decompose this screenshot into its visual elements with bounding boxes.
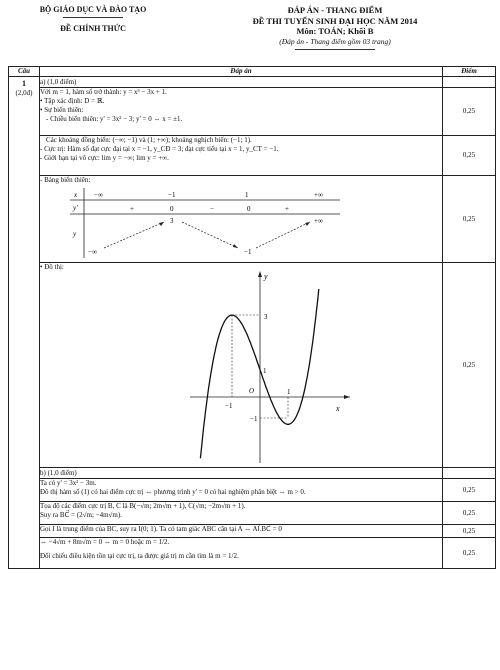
score-cell: 0,25 — [443, 136, 496, 176]
vt-x-val: −∞ — [94, 191, 103, 200]
graph-origin: O — [249, 387, 255, 396]
answer-line: Đối chiếu điều kiện tồn tại cực trị, ta được giá trị m cần tìm là m = 1/2. — [40, 552, 239, 561]
answer-line: Suy ra BC⃗ = (2√m; −4m√m). — [40, 511, 122, 520]
header-right — [175, 5, 495, 50]
vt-sign: + — [130, 205, 134, 214]
graph-label: −1 — [250, 415, 258, 424]
graph-label: −1 — [225, 402, 233, 411]
score-cell: 0,25 — [443, 176, 496, 263]
score-cell: 0,25 — [443, 502, 496, 525]
question-points: (2,0đ) — [15, 89, 33, 98]
answer-cell — [40, 263, 443, 468]
ministry-name: BỘ GIÁO DỤC VÀ ĐÀO TẠO — [39, 5, 147, 14]
graph-label: 1 — [263, 367, 267, 376]
divider — [295, 49, 375, 50]
graph-x-label: x — [336, 404, 340, 414]
empty-score — [443, 77, 496, 88]
doc-title: ĐÁP ÁN - THANG ĐIỂM — [287, 5, 383, 15]
answer-line: • Đồ thị: — [40, 263, 64, 272]
answer-cell — [40, 502, 443, 525]
score-cell: 0,25 — [443, 263, 496, 468]
variation-table — [70, 188, 350, 260]
answer-line: - Giới hạn tại vô cực: lim y = −∞; lim y = +∞. — [40, 154, 169, 163]
score-cell: 0,25 — [443, 525, 496, 538]
answer-line: - Bảng biến thiên: — [40, 176, 91, 185]
graph-label: 1 — [287, 388, 291, 397]
vt-sign: 0 — [170, 205, 174, 214]
answer-row — [9, 525, 496, 538]
score-cell: 0,25 — [443, 538, 496, 569]
vt-x-val: 1 — [245, 191, 249, 200]
table-header-row — [9, 67, 496, 77]
answer-row — [9, 176, 496, 263]
answer-line: Các khoảng đồng biến: (−∞; −1) và (1; +∞); khoảng nghịch biến: (−1; 1). — [46, 136, 252, 145]
part-a-row — [9, 77, 496, 88]
answer-line: ⇔ −4√m + 8m√m = 0 ⇔ m = 0 hoặc m = 1/2. — [40, 538, 170, 547]
answer-line: Với m = 1, hàm số trở thành: y = x³ − 3x + 1. — [40, 88, 167, 97]
answer-line: • Tập xác định: D = ℝ. — [40, 97, 105, 106]
answer-line: Ta có y' = 3x² − 3m. — [40, 479, 97, 488]
divider — [63, 17, 123, 18]
answer-line: Đồ thị hàm số (1) có hai điểm cực trị ⇔ phương trình y' = 0 có hai nghiệm phân biệt ⇔ m > 0. — [40, 488, 306, 497]
vt-x-label: x — [74, 191, 78, 200]
answer-cell — [40, 136, 443, 176]
vt-y-val: −1 — [244, 248, 252, 257]
score-cell: 0,25 — [443, 88, 496, 136]
answer-cell — [40, 525, 443, 538]
function-graph — [150, 267, 350, 467]
vt-y-val: −∞ — [88, 248, 97, 257]
exam-title: ĐỀ THI TUYỂN SINH ĐẠI HỌC NĂM 2014 — [252, 15, 418, 26]
part-a-title: a) (1,0 điểm) — [40, 77, 443, 88]
answer-line: - Cực trị: Hàm số đạt cực đại tại x = −1, y_CĐ = 3; đạt cực tiểu tại x = 1, y_CT = −1. — [40, 145, 279, 154]
part-b-title: b) (1,0 điểm) — [40, 468, 443, 479]
vt-sign: − — [210, 205, 214, 214]
empty-score — [443, 468, 496, 479]
answer-cell — [40, 538, 443, 569]
score-cell: 0,25 — [443, 479, 496, 502]
graph-y-label: y — [264, 272, 268, 282]
vt-yp-label: y' — [73, 204, 78, 213]
answer-line: Gọi I là trung điểm của BC, suy ra I(0; 1). Ta có tam giác ABC cân tại A ⇔ AI⃗.BC⃗ = 0 — [40, 525, 282, 534]
subject-line: Môn: TOÁN; Khối B — [296, 26, 374, 37]
doc-note: (Đáp án - Thang điểm gồm 03 trang) — [279, 36, 391, 46]
vt-sign: 0 — [247, 205, 251, 214]
answer-row — [9, 538, 496, 569]
answer-row — [9, 136, 496, 176]
graph-label: 3 — [264, 313, 268, 322]
answer-line: - Chiều biến thiên: y' = 3x² − 3; y' = 0 ⇔ x = ±1. — [46, 115, 183, 124]
vt-y-label: y — [73, 230, 77, 239]
question-cell — [9, 77, 40, 569]
vt-y-val: +∞ — [314, 217, 323, 226]
part-b-row — [9, 468, 496, 479]
answer-row — [9, 502, 496, 525]
vt-x-val: +∞ — [314, 191, 323, 200]
vt-arrowheads — [159, 222, 310, 248]
answer-row — [9, 263, 496, 468]
answer-cell — [40, 479, 443, 502]
answer-row — [9, 88, 496, 136]
vt-sign: + — [285, 205, 289, 214]
answer-row — [9, 479, 496, 502]
col-header-cau: Câu — [9, 67, 40, 77]
vt-arrows — [104, 222, 310, 248]
vt-x-val: −1 — [168, 191, 176, 200]
question-number: 1 — [22, 79, 26, 89]
answer-table — [8, 66, 496, 569]
graph-curve — [200, 289, 318, 458]
answer-cell — [40, 176, 443, 263]
answer-line: • Sự biến thiên: — [40, 106, 84, 115]
answer-line: Tọa độ các điểm cực trị B, C là B(−√m; 2m√m + 1), C(√m; −2m√m + 1). — [40, 502, 246, 511]
col-header-diem: Điểm — [443, 67, 496, 77]
official-label: ĐỀ CHÍNH THỨC — [60, 24, 126, 34]
col-header-dapan: Đáp án — [40, 67, 443, 77]
header-left — [8, 5, 178, 33]
vt-y-val: 3 — [170, 217, 174, 226]
answer-cell — [40, 88, 443, 136]
